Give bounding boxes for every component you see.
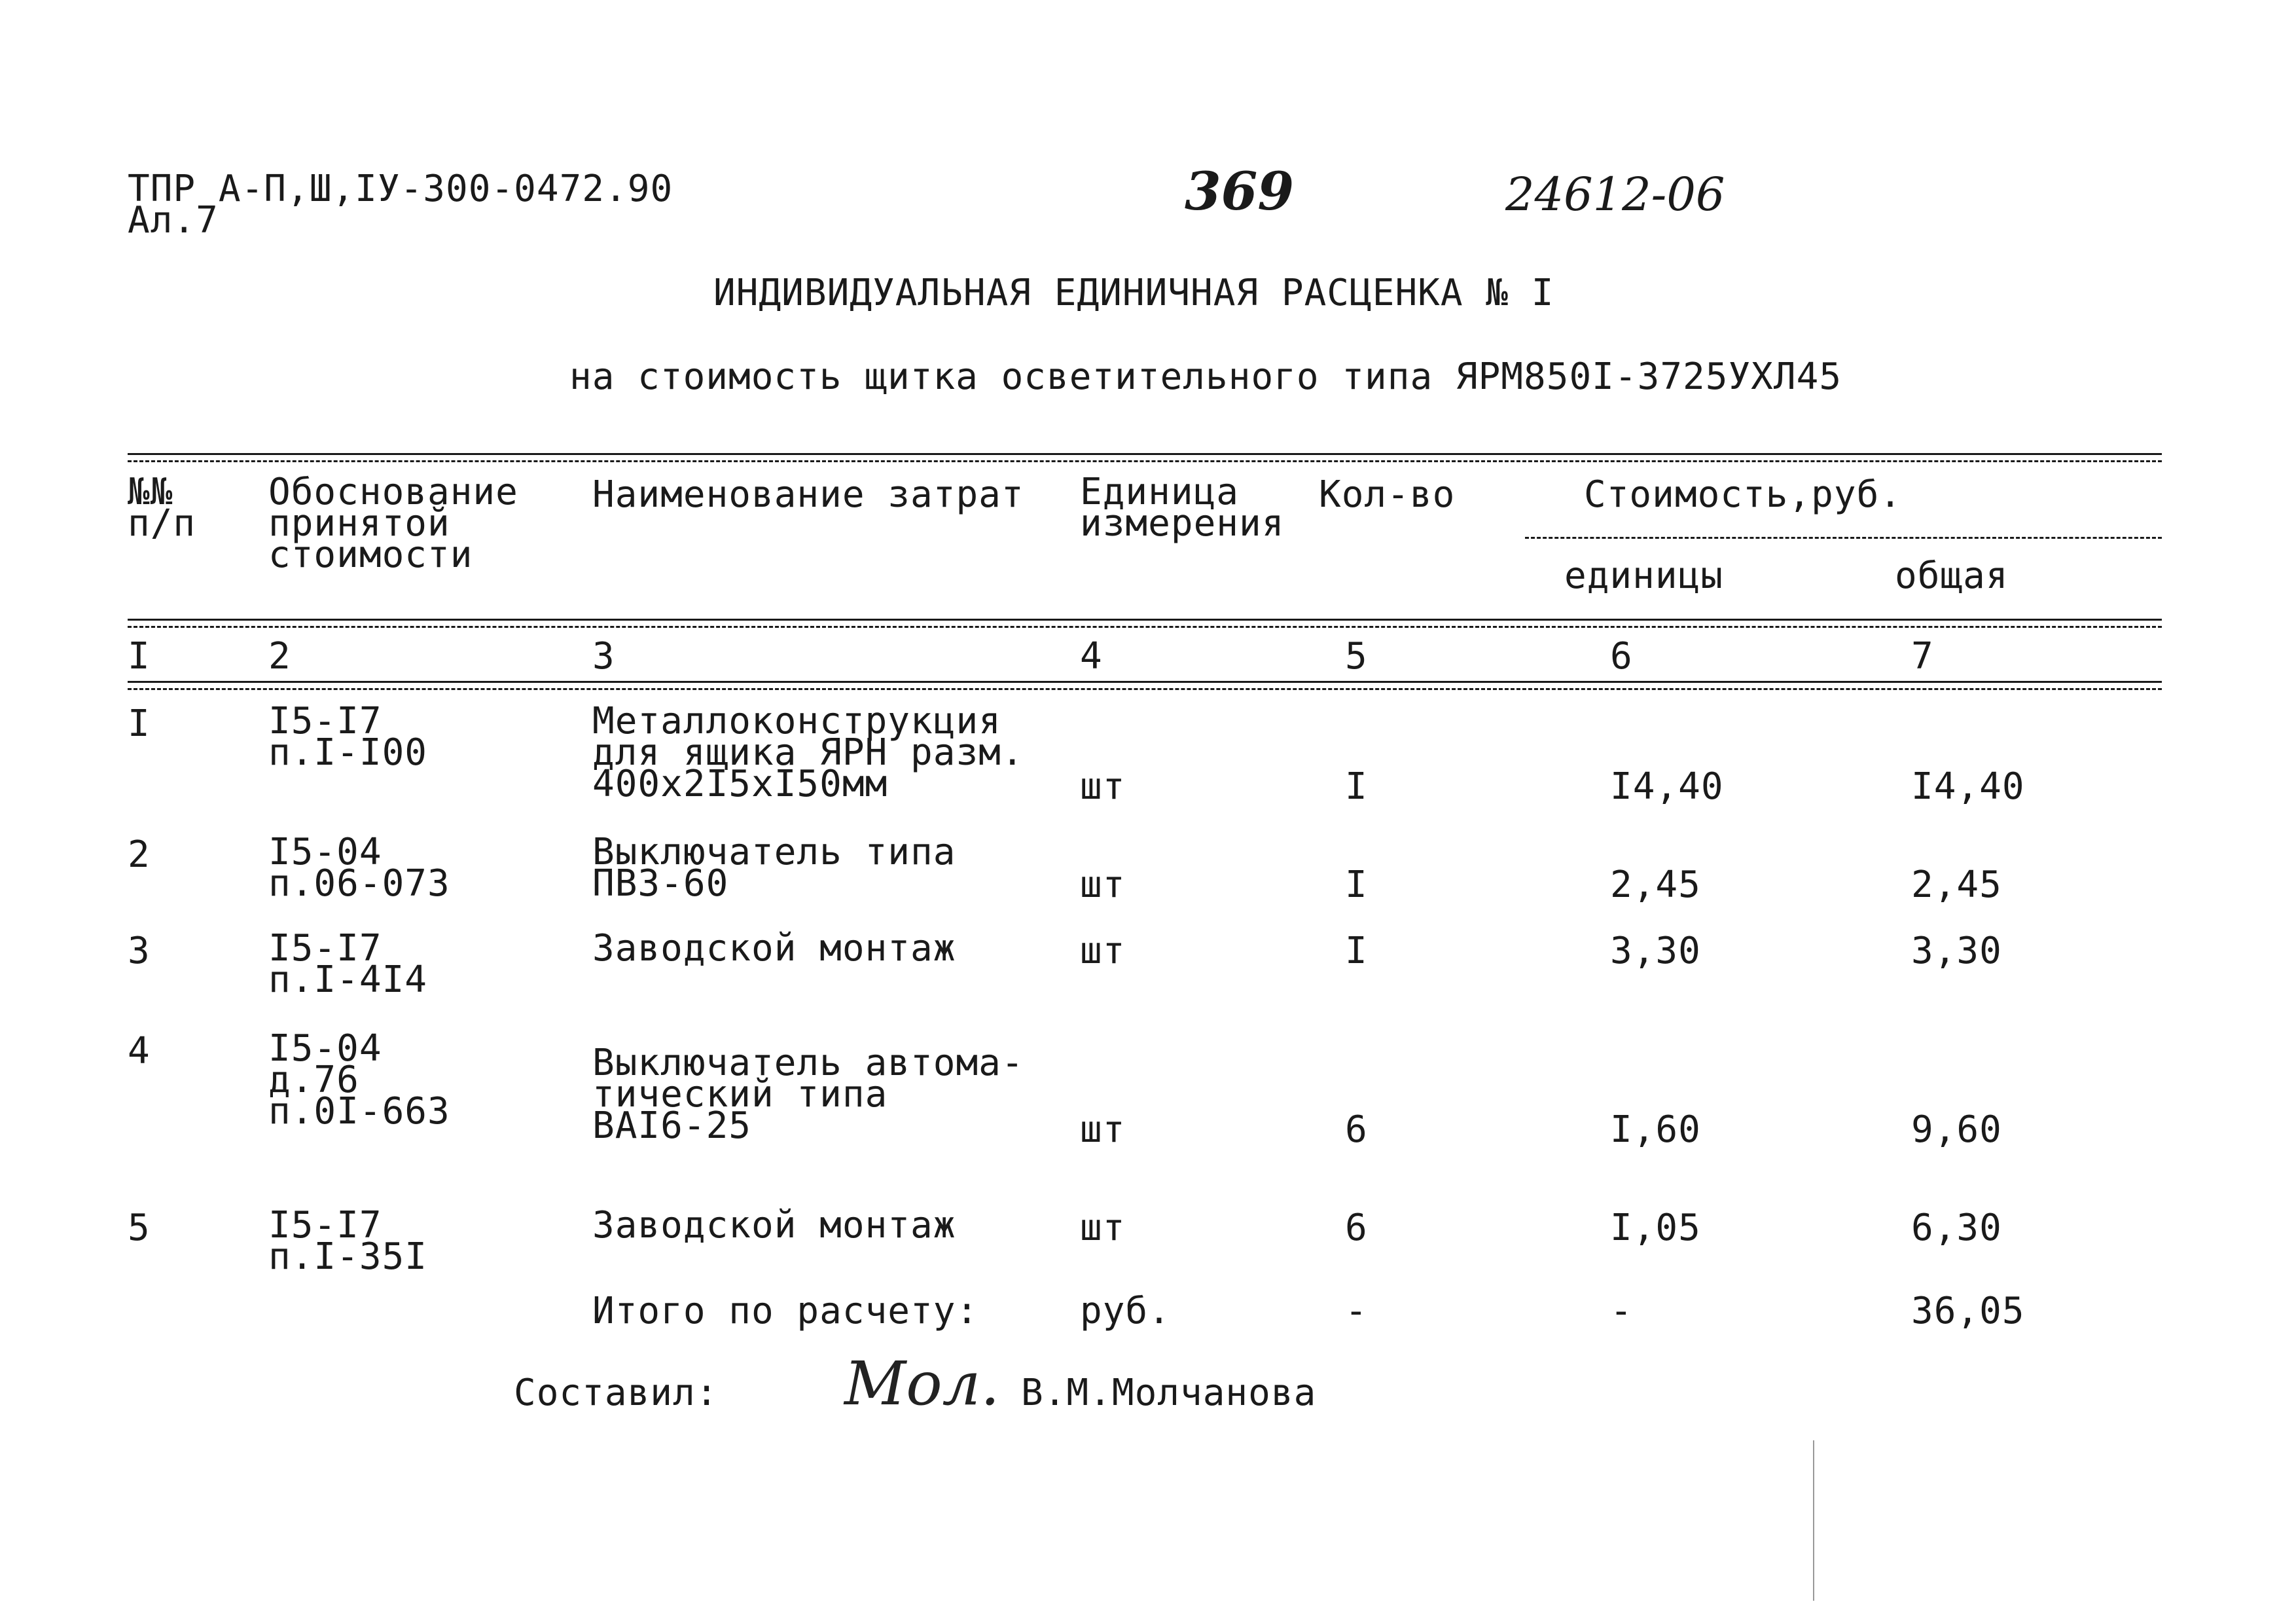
row-num: I bbox=[128, 702, 151, 745]
column-number: 3 bbox=[592, 635, 615, 678]
cost-subheader-rule bbox=[1525, 537, 2162, 539]
row-basis: I5-I7 п.I-I00 bbox=[268, 700, 428, 774]
row-unit: шт bbox=[1080, 864, 1126, 906]
row-name: Металлоконструкция для ящика ЯРН разм. 400х2I5хI50мм bbox=[592, 700, 1024, 805]
composer-name: В.М.Молчанова bbox=[1021, 1372, 1317, 1414]
column-number: 2 bbox=[268, 635, 291, 678]
row-qty: I bbox=[1345, 930, 1368, 972]
page-title: ИНДИВИДУАЛЬНАЯ ЕДИНИЧНАЯ РАСЦЕНКА № I bbox=[713, 272, 1554, 314]
row-unit: шт bbox=[1080, 930, 1126, 972]
row-num: 3 bbox=[128, 930, 151, 972]
column-number: I bbox=[128, 635, 151, 678]
row-price: 3,30 bbox=[1610, 930, 1701, 972]
composed-label: Составил: bbox=[514, 1372, 719, 1414]
header-cost-unit: единицы bbox=[1564, 555, 1724, 597]
row-num: 5 bbox=[128, 1207, 151, 1249]
row-basis: I5-I7 п.I-35I bbox=[268, 1204, 428, 1278]
row-basis: I5-04 д.76 п.0I-663 bbox=[268, 1027, 450, 1133]
header-name: Наименование затрат bbox=[592, 473, 1024, 516]
total-sum: 36,05 bbox=[1911, 1290, 2025, 1332]
row-name: Заводской монтаж bbox=[592, 927, 956, 970]
total-label: Итого по расчету: bbox=[592, 1290, 979, 1332]
column-numbers-rule bbox=[128, 681, 2162, 690]
archive-number: 24612-06 bbox=[1505, 168, 1725, 221]
document-reference bbox=[128, 168, 673, 242]
row-name: Заводской монтаж bbox=[592, 1204, 956, 1247]
row-unit: шт bbox=[1080, 765, 1126, 808]
row-price: 2,45 bbox=[1610, 864, 1701, 906]
row-qty: 6 bbox=[1345, 1207, 1368, 1249]
row-total: 6,30 bbox=[1911, 1207, 2002, 1249]
row-qty: I bbox=[1345, 864, 1368, 906]
row-name: Выключатель типа ПВЗ-60 bbox=[592, 831, 956, 905]
row-name: Выключатель автома- тический типа ВАI6-25 bbox=[592, 1042, 1024, 1147]
row-unit: шт bbox=[1080, 1207, 1126, 1249]
document-code: ТПР А-П,Ш,IУ-300-0472.90 bbox=[128, 168, 673, 210]
page-number: 369 bbox=[1185, 160, 1294, 222]
column-number: 5 bbox=[1345, 635, 1368, 678]
row-total: I4,40 bbox=[1911, 765, 2025, 808]
header-qty: Кол-во bbox=[1319, 473, 1456, 516]
total-qty: - bbox=[1345, 1290, 1368, 1332]
header-bottom-rule bbox=[128, 619, 2162, 628]
signature: Мол. bbox=[844, 1349, 1000, 1419]
row-total: 9,60 bbox=[1911, 1108, 2002, 1151]
row-basis: I5-04 п.06-073 bbox=[268, 831, 450, 905]
header-basis: Обоснование принятой стоимости bbox=[268, 471, 518, 576]
row-basis: I5-I7 п.I-4I4 bbox=[268, 927, 428, 1001]
total-price: - bbox=[1610, 1290, 1633, 1332]
row-total: 3,30 bbox=[1911, 930, 2002, 972]
column-number: 7 bbox=[1911, 635, 1934, 678]
row-qty: I bbox=[1345, 765, 1368, 808]
header-cost: Стоимость,руб. bbox=[1584, 473, 1903, 516]
margin-line bbox=[1813, 1440, 1814, 1601]
header-unit: Единица измерения bbox=[1080, 471, 1285, 545]
header-num: №№ п/п bbox=[128, 471, 196, 545]
row-total: 2,45 bbox=[1911, 864, 2002, 906]
header-cost-total: общая bbox=[1895, 555, 2009, 597]
sheet-number: Ал.7 bbox=[128, 199, 219, 242]
row-price: I,60 bbox=[1610, 1108, 1701, 1151]
row-num: 2 bbox=[128, 833, 151, 876]
row-unit: шт bbox=[1080, 1108, 1126, 1151]
table-top-rule bbox=[128, 453, 2162, 462]
row-num: 4 bbox=[128, 1030, 151, 1072]
row-price: I4,40 bbox=[1610, 765, 1724, 808]
column-number: 6 bbox=[1610, 635, 1633, 678]
total-unit: руб. bbox=[1080, 1290, 1171, 1332]
row-qty: 6 bbox=[1345, 1108, 1368, 1151]
page-subtitle: на стоимость щитка осветительного типа ЯРМ850I-3725УХЛ45 bbox=[569, 356, 1842, 398]
row-price: I,05 bbox=[1610, 1207, 1701, 1249]
column-number: 4 bbox=[1080, 635, 1103, 678]
